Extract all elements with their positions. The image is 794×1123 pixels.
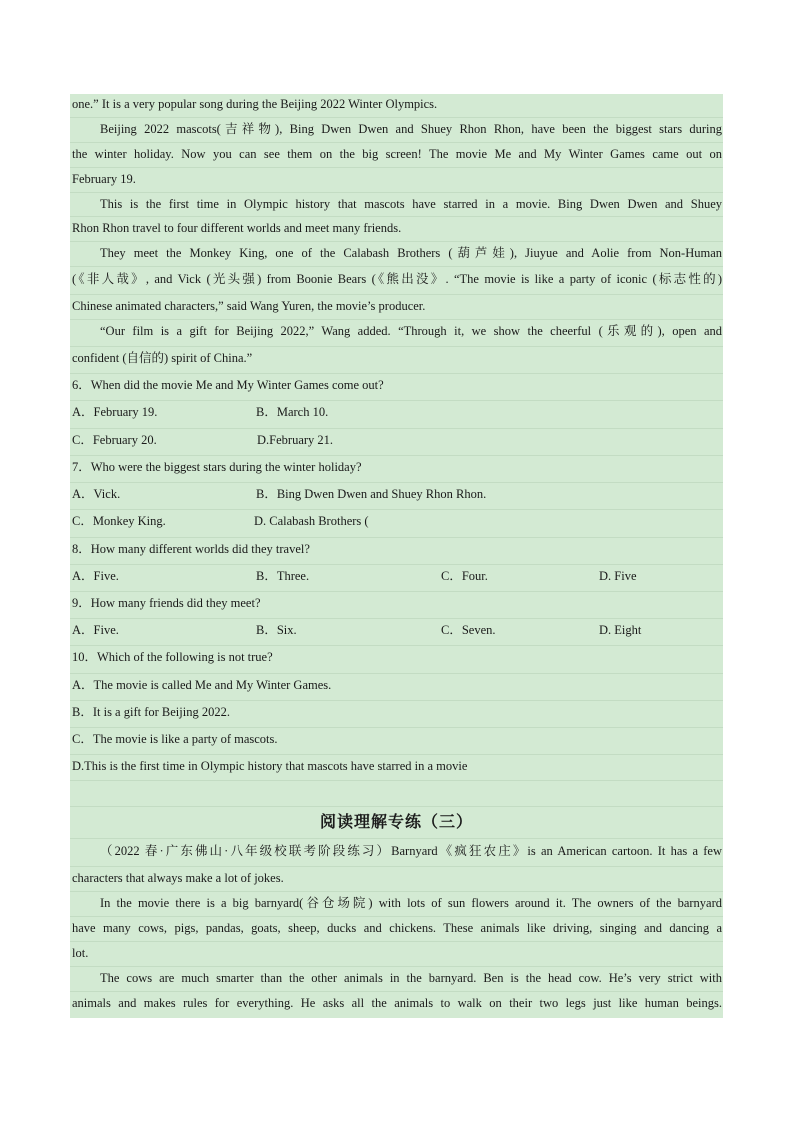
row-divider (70, 192, 723, 193)
passage-line: Rhon Rhon travel to four different worlds and meet many friends. (72, 221, 402, 235)
row-divider (70, 754, 723, 755)
row-divider (70, 700, 723, 701)
row-divider (70, 806, 723, 807)
option-d: D. Calabash Brothers ( (254, 514, 369, 528)
row-divider (70, 916, 723, 917)
question-6-stem: 6．When did the movie Me and My Winter Games come out? (72, 378, 384, 392)
row-divider (70, 991, 723, 992)
passage-line: Chinese animated characters,” said Wang Yuren, the movie’s producer. (72, 299, 426, 313)
row-divider (70, 838, 723, 839)
passage-line: one.” It is a very popular song during the Beijing 2022 Winter Olympics. (72, 97, 438, 111)
row-divider (70, 373, 723, 374)
question-8-stem: 8．How many different worlds did they travel? (72, 542, 310, 556)
row-divider (70, 618, 723, 619)
passage-line: February 19. (72, 172, 136, 186)
option-a: A．Vick. (72, 487, 121, 501)
option-b: B．March 10. (256, 405, 329, 419)
option-d: D. Eight (599, 623, 642, 637)
option-a: A．February 19. (72, 405, 158, 419)
option-b: B．Six. (256, 623, 297, 637)
option-a: A．Five. (72, 569, 119, 583)
row-divider (70, 780, 723, 781)
question-7-stem: 7．Who were the biggest stars during the winter holiday? (72, 460, 362, 474)
option-b: B．It is a gift for Beijing 2022. (72, 705, 230, 719)
option-a: A．The movie is called Me and My Winter Games. (72, 678, 332, 692)
passage-line: lot. (72, 946, 89, 960)
row-divider (70, 966, 723, 967)
row-divider (70, 400, 723, 401)
row-divider (70, 266, 723, 267)
row-divider (70, 142, 723, 143)
row-divider (70, 428, 723, 429)
row-divider (70, 591, 723, 592)
row-divider (70, 167, 723, 168)
passage-line: The cows are much smarter than the other animals in the barnyard. Ben is the head cow. He’s very strict with (100, 971, 722, 985)
row-divider (70, 673, 723, 674)
option-a: A．Five. (72, 623, 119, 637)
option-d: D. Five (599, 569, 637, 583)
passage-line: In the movie there is a big barnyard(谷仓场院) with lots of sun flowers around it. The owners of the barnyard (100, 896, 722, 910)
passage-line: the winter holiday. Now you can see them on the big screen! The movie Me and My Winter Games came out on (72, 147, 722, 161)
row-divider (70, 482, 723, 483)
option-b: B．Three. (256, 569, 310, 583)
question-9-stem: 9．How many friends did they meet? (72, 596, 261, 610)
passage-line: (《非人哉》, and Vick (光头强) from Boonie Bears (《熊出没》. “The movie is like a party of iconic (标志性的) (72, 272, 722, 286)
row-divider (70, 216, 723, 217)
passage-line: animals and makes rules for everything. He asks all the animals to walk on their two legs just like human beings. (72, 996, 722, 1010)
row-divider (70, 241, 723, 242)
option-d: D.February 21. (257, 433, 334, 447)
row-divider (70, 941, 723, 942)
row-divider (70, 319, 723, 320)
row-divider (70, 564, 723, 565)
option-c: C．Four. (441, 569, 488, 583)
row-divider (70, 117, 723, 118)
passage-line: confident (自信的) spirit of China.” (72, 351, 253, 365)
row-divider (70, 537, 723, 538)
passage-line: （2022 春·广东佛山·八年级校联考阶段练习）Barnyard《疯狂农庄》is an American cartoon. It has a few (100, 844, 722, 858)
option-c: C．Seven. (441, 623, 496, 637)
passage-line: This is the first time in Olympic history that mascots have starred in a movie. Bing Dwen Dwen and Shuey (100, 197, 722, 211)
passage-line: Beijing 2022 mascots(吉祥物), Bing Dwen Dwen and Shuey Rhon Rhon, have been the biggest stars during (100, 122, 722, 136)
question-10-stem: 10．Which of the following is not true? (72, 650, 273, 664)
row-divider (70, 509, 723, 510)
section-title: 阅读理解专练（三） (319, 812, 473, 831)
row-divider (70, 455, 723, 456)
passage-line: characters that always make a lot of jokes. (72, 871, 284, 885)
row-divider (70, 891, 723, 892)
row-divider (70, 645, 723, 646)
option-c: C．The movie is like a party of mascots. (72, 732, 278, 746)
passage-line: “Our film is a gift for Beijing 2022,” Wang added. “Through it, we show the cheerful (乐观的), open and (100, 324, 722, 338)
passage-line: have many cows, pigs, pandas, goats, sheep, ducks and chickens. These animals like driving, singing and dancing a (72, 921, 722, 935)
option-b: B．Bing Dwen Dwen and Shuey Rhon Rhon. (256, 487, 487, 501)
row-divider (70, 727, 723, 728)
passage-line: They meet the Monkey King, one of the Calabash Brothers (葫芦娃), Jiuyue and Aolie from Non-Human (100, 246, 722, 260)
option-c: C．Monkey King. (72, 514, 166, 528)
row-divider (70, 346, 723, 347)
row-divider (70, 866, 723, 867)
row-divider (70, 294, 723, 295)
option-c: C．February 20. (72, 433, 157, 447)
option-d: D.This is the first time in Olympic history that mascots have starred in a movie (72, 759, 468, 773)
